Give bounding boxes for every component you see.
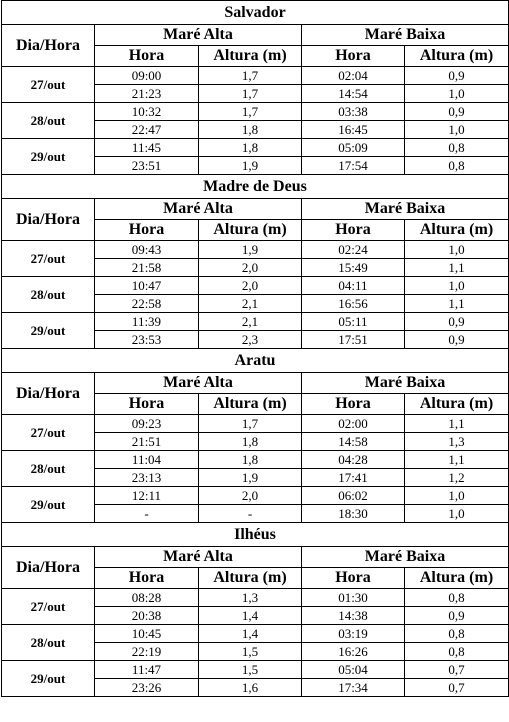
low-tide-time: 04:28 (302, 451, 405, 469)
high-tide-time: 11:04 (95, 451, 199, 469)
high-tide-time: 22:19 (95, 643, 199, 661)
high-tide-time: 09:23 (95, 415, 199, 433)
altura-header: Altura (m) (405, 46, 509, 67)
high-tide-time: 23:13 (95, 469, 199, 487)
high-tide-height: 1,3 (199, 589, 302, 607)
high-tide-time: 10:32 (95, 103, 199, 121)
altura-header: Altura (m) (405, 394, 509, 415)
header-row (2, 373, 509, 394)
low-tide-height: 0,8 (405, 643, 509, 661)
low-tide-time: 17:34 (302, 679, 405, 697)
low-tide-time: 16:56 (302, 295, 405, 313)
table-row (2, 625, 509, 643)
high-tide-time: 22:47 (95, 121, 199, 139)
mare-alta-header: Maré Alta (95, 25, 302, 46)
location-name: Aratu (2, 349, 509, 373)
header-row (2, 547, 509, 568)
high-tide-height: 1,8 (199, 139, 302, 157)
day-cell: 28/out (2, 625, 95, 661)
altura-header: Altura (m) (405, 568, 509, 589)
high-tide-height: 1,7 (199, 67, 302, 85)
high-tide-time: 22:58 (95, 295, 199, 313)
low-tide-height: 1,0 (405, 241, 509, 259)
low-tide-height: 0,9 (405, 103, 509, 121)
location-title-row (2, 349, 509, 373)
high-tide-height: - (199, 505, 302, 523)
high-tide-height: 1,7 (199, 103, 302, 121)
high-tide-height: 1,8 (199, 451, 302, 469)
tide-table (1, 0, 509, 697)
hora-header: Hora (302, 394, 405, 415)
high-tide-time: 21:58 (95, 259, 199, 277)
high-tide-height: 2,0 (199, 277, 302, 295)
low-tide-height: 1,1 (405, 451, 509, 469)
low-tide-height: 0,7 (405, 661, 509, 679)
altura-header: Altura (m) (199, 394, 302, 415)
low-tide-height: 0,9 (405, 67, 509, 85)
low-tide-height: 1,3 (405, 433, 509, 451)
header-row (2, 25, 509, 46)
high-tide-time: - (95, 505, 199, 523)
hora-header: Hora (95, 220, 199, 241)
high-tide-time: 11:45 (95, 139, 199, 157)
mare-baixa-header: Maré Baixa (302, 373, 509, 394)
low-tide-time: 17:54 (302, 157, 405, 175)
table-row (2, 313, 509, 331)
location-title-row (2, 523, 509, 547)
low-tide-time: 05:11 (302, 313, 405, 331)
high-tide-time: 21:23 (95, 85, 199, 103)
location-name: Madre de Deus (2, 175, 509, 199)
low-tide-time: 18:30 (302, 505, 405, 523)
day-cell: 29/out (2, 139, 95, 175)
low-tide-height: 1,0 (405, 85, 509, 103)
day-cell: 29/out (2, 661, 95, 697)
high-tide-time: 11:47 (95, 661, 199, 679)
mare-alta-header: Maré Alta (95, 373, 302, 394)
mare-baixa-header: Maré Baixa (302, 199, 509, 220)
low-tide-height: 1,1 (405, 259, 509, 277)
high-tide-time: 10:45 (95, 625, 199, 643)
high-tide-height: 1,8 (199, 121, 302, 139)
dia-hora-header: Dia/Hora (2, 25, 95, 67)
low-tide-height: 1,1 (405, 295, 509, 313)
low-tide-time: 14:38 (302, 607, 405, 625)
high-tide-time: 08:28 (95, 589, 199, 607)
table-row (2, 139, 509, 157)
high-tide-height: 1,8 (199, 433, 302, 451)
hora-header: Hora (302, 220, 405, 241)
high-tide-time: 09:00 (95, 67, 199, 85)
low-tide-time: 17:51 (302, 331, 405, 349)
altura-header: Altura (m) (199, 220, 302, 241)
low-tide-time: 16:45 (302, 121, 405, 139)
high-tide-height: 1,9 (199, 157, 302, 175)
low-tide-time: 02:24 (302, 241, 405, 259)
low-tide-height: 0,8 (405, 139, 509, 157)
high-tide-height: 1,5 (199, 643, 302, 661)
low-tide-time: 06:02 (302, 487, 405, 505)
day-cell: 27/out (2, 67, 95, 103)
low-tide-time: 15:49 (302, 259, 405, 277)
dia-hora-header: Dia/Hora (2, 373, 95, 415)
high-tide-time: 10:47 (95, 277, 199, 295)
high-tide-height: 1,5 (199, 661, 302, 679)
day-cell: 28/out (2, 277, 95, 313)
low-tide-time: 16:26 (302, 643, 405, 661)
low-tide-time: 02:04 (302, 67, 405, 85)
altura-header: Altura (m) (199, 46, 302, 67)
high-tide-height: 1,9 (199, 241, 302, 259)
day-cell: 28/out (2, 451, 95, 487)
table-row (2, 415, 509, 433)
location-name: Ilhéus (2, 523, 509, 547)
high-tide-height: 1,6 (199, 679, 302, 697)
altura-header: Altura (m) (199, 568, 302, 589)
altura-header: Altura (m) (405, 220, 509, 241)
high-tide-height: 1,9 (199, 469, 302, 487)
low-tide-time: 14:58 (302, 433, 405, 451)
day-cell: 27/out (2, 589, 95, 625)
hora-header: Hora (95, 568, 199, 589)
location-title-row (2, 1, 509, 25)
high-tide-time: 11:39 (95, 313, 199, 331)
hora-header: Hora (95, 394, 199, 415)
high-tide-time: 20:38 (95, 607, 199, 625)
header-row (2, 199, 509, 220)
dia-hora-header: Dia/Hora (2, 547, 95, 589)
low-tide-height: 0,8 (405, 625, 509, 643)
mare-alta-header: Maré Alta (95, 199, 302, 220)
mare-baixa-header: Maré Baixa (302, 25, 509, 46)
low-tide-height: 0,7 (405, 679, 509, 697)
low-tide-height: 0,9 (405, 331, 509, 349)
high-tide-height: 2,1 (199, 295, 302, 313)
low-tide-time: 05:04 (302, 661, 405, 679)
mare-baixa-header: Maré Baixa (302, 547, 509, 568)
high-tide-height: 1,4 (199, 607, 302, 625)
high-tide-height: 2,0 (199, 259, 302, 277)
high-tide-height: 1,7 (199, 85, 302, 103)
table-row (2, 451, 509, 469)
low-tide-height: 1,2 (405, 469, 509, 487)
low-tide-height: 1,0 (405, 121, 509, 139)
hora-header: Hora (302, 568, 405, 589)
low-tide-time: 03:38 (302, 103, 405, 121)
low-tide-time: 17:41 (302, 469, 405, 487)
day-cell: 27/out (2, 241, 95, 277)
table-row (2, 589, 509, 607)
table-row (2, 277, 509, 295)
high-tide-height: 1,4 (199, 625, 302, 643)
day-cell: 29/out (2, 313, 95, 349)
table-row (2, 67, 509, 85)
high-tide-time: 23:26 (95, 679, 199, 697)
low-tide-height: 1,1 (405, 415, 509, 433)
low-tide-height: 0,8 (405, 589, 509, 607)
high-tide-height: 2,1 (199, 313, 302, 331)
low-tide-time: 01:30 (302, 589, 405, 607)
low-tide-height: 1,0 (405, 487, 509, 505)
location-title-row (2, 175, 509, 199)
low-tide-time: 05:09 (302, 139, 405, 157)
low-tide-time: 02:00 (302, 415, 405, 433)
table-row (2, 661, 509, 679)
high-tide-height: 2,3 (199, 331, 302, 349)
low-tide-height: 0,8 (405, 157, 509, 175)
table-row (2, 103, 509, 121)
day-cell: 29/out (2, 487, 95, 523)
hora-header: Hora (302, 46, 405, 67)
high-tide-height: 1,7 (199, 415, 302, 433)
low-tide-height: 1,0 (405, 505, 509, 523)
high-tide-time: 21:51 (95, 433, 199, 451)
low-tide-height: 0,9 (405, 607, 509, 625)
high-tide-time: 12:11 (95, 487, 199, 505)
high-tide-time: 23:53 (95, 331, 199, 349)
low-tide-time: 04:11 (302, 277, 405, 295)
dia-hora-header: Dia/Hora (2, 199, 95, 241)
high-tide-height: 2,0 (199, 487, 302, 505)
table-row (2, 241, 509, 259)
location-name: Salvador (2, 1, 509, 25)
low-tide-time: 14:54 (302, 85, 405, 103)
day-cell: 27/out (2, 415, 95, 451)
hora-header: Hora (95, 46, 199, 67)
low-tide-height: 0,9 (405, 313, 509, 331)
mare-alta-header: Maré Alta (95, 547, 302, 568)
high-tide-time: 23:51 (95, 157, 199, 175)
low-tide-height: 1,0 (405, 277, 509, 295)
table-row (2, 487, 509, 505)
day-cell: 28/out (2, 103, 95, 139)
low-tide-time: 03:19 (302, 625, 405, 643)
high-tide-time: 09:43 (95, 241, 199, 259)
